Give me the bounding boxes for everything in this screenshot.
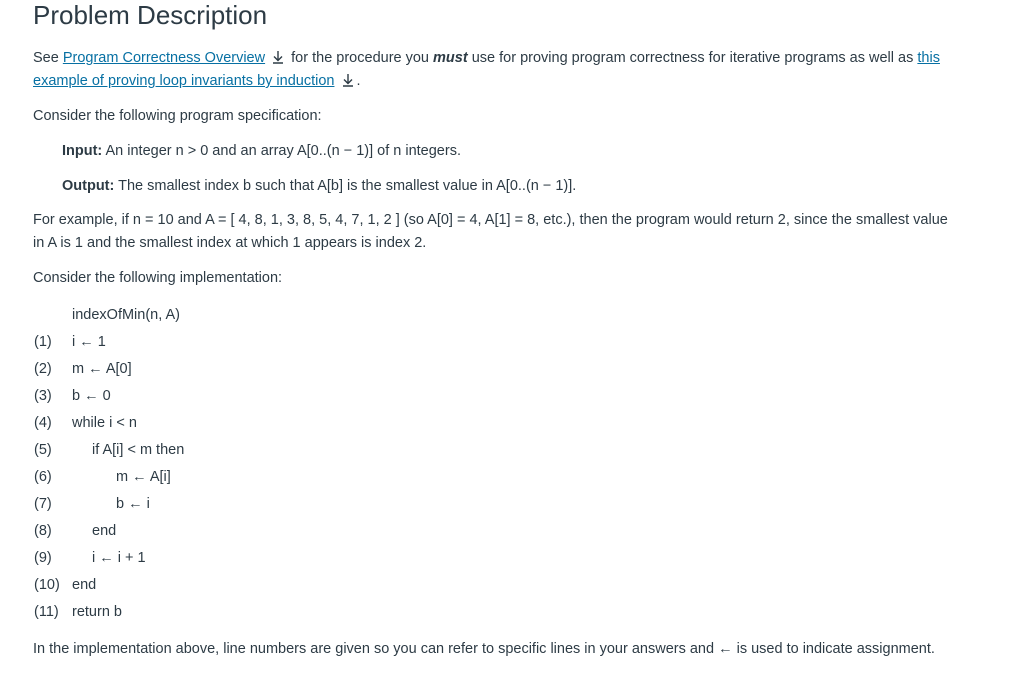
spec-output <box>62 178 576 194</box>
line-code: b ← i <box>116 496 150 512</box>
intro-paragraph <box>33 47 993 93</box>
link2-part-a: this <box>917 50 940 66</box>
example-line-1: For example, if n = 10 and A = [ 4, 8, 1, 3, 8, 5, 4, 7, 1, 2 ] (so A[0] = 4, A[1] = 8, etc.), then the program would return 2, since the smallest value <box>33 212 948 228</box>
line-code: m ← A[0] <box>72 361 132 377</box>
program-correctness-overview-link[interactable]: Program Correctness Overview <box>62 50 266 66</box>
line-number: (7) <box>34 496 52 512</box>
line-number: (10) <box>34 577 60 593</box>
line-number: (1) <box>34 334 52 350</box>
line-number: (6) <box>34 469 52 485</box>
page-title: Problem Description <box>33 0 268 30</box>
footer-note: In the implementation above, line numbers are given so you can refer to specific lines in your answers and ← is used to indicate assignment. <box>33 641 935 657</box>
line-number: (5) <box>34 442 52 458</box>
line-code: m ← A[i] <box>116 469 171 485</box>
intro-text-2: use for proving program correctness for iterative programs as well as <box>471 50 914 66</box>
line-number: (9) <box>34 550 52 566</box>
consider-spec-text: Consider the following program specification: <box>33 108 322 124</box>
line-code: return b <box>72 604 122 620</box>
intro-end: . <box>356 73 361 89</box>
line-code: b ← 0 <box>72 388 111 404</box>
output-label: Output: <box>62 178 115 194</box>
download-arrow-icon[interactable] <box>271 50 285 64</box>
link2-part-b: example of proving loop invariants by induction <box>33 73 335 89</box>
line-code: while i < n <box>72 415 137 431</box>
example-line-2: in A is 1 and the smallest index at which 1 appears is index 2. <box>33 235 427 251</box>
example-paragraph <box>33 209 993 255</box>
intro-see: See <box>33 50 59 66</box>
download-arrow-icon-2[interactable] <box>341 73 355 87</box>
line-number: (3) <box>34 388 52 404</box>
line-code: i ← 1 <box>72 334 106 350</box>
code-signature: indexOfMin(n, A) <box>72 307 180 323</box>
line-code: i ← i + 1 <box>92 550 146 566</box>
output-text: The smallest index b such that A[b] is the smallest value in A[0..(n − 1)]. <box>118 178 577 194</box>
consider-impl-text: Consider the following implementation: <box>33 270 283 286</box>
spec-input <box>62 143 461 159</box>
line-code: end <box>72 577 97 593</box>
line-code: end <box>92 523 117 539</box>
line-code: if A[i] < m then <box>92 442 185 458</box>
input-text: An integer n > 0 and an array A[0..(n − 1)] of n integers. <box>105 143 461 159</box>
intro-text-1: for the procedure you <box>291 50 429 66</box>
input-label: Input: <box>62 143 103 159</box>
line-number: (2) <box>34 361 52 377</box>
intro-must: must <box>433 50 468 66</box>
line-number: (11) <box>34 604 59 620</box>
line-number: (4) <box>34 415 52 431</box>
line-number: (8) <box>34 523 52 539</box>
